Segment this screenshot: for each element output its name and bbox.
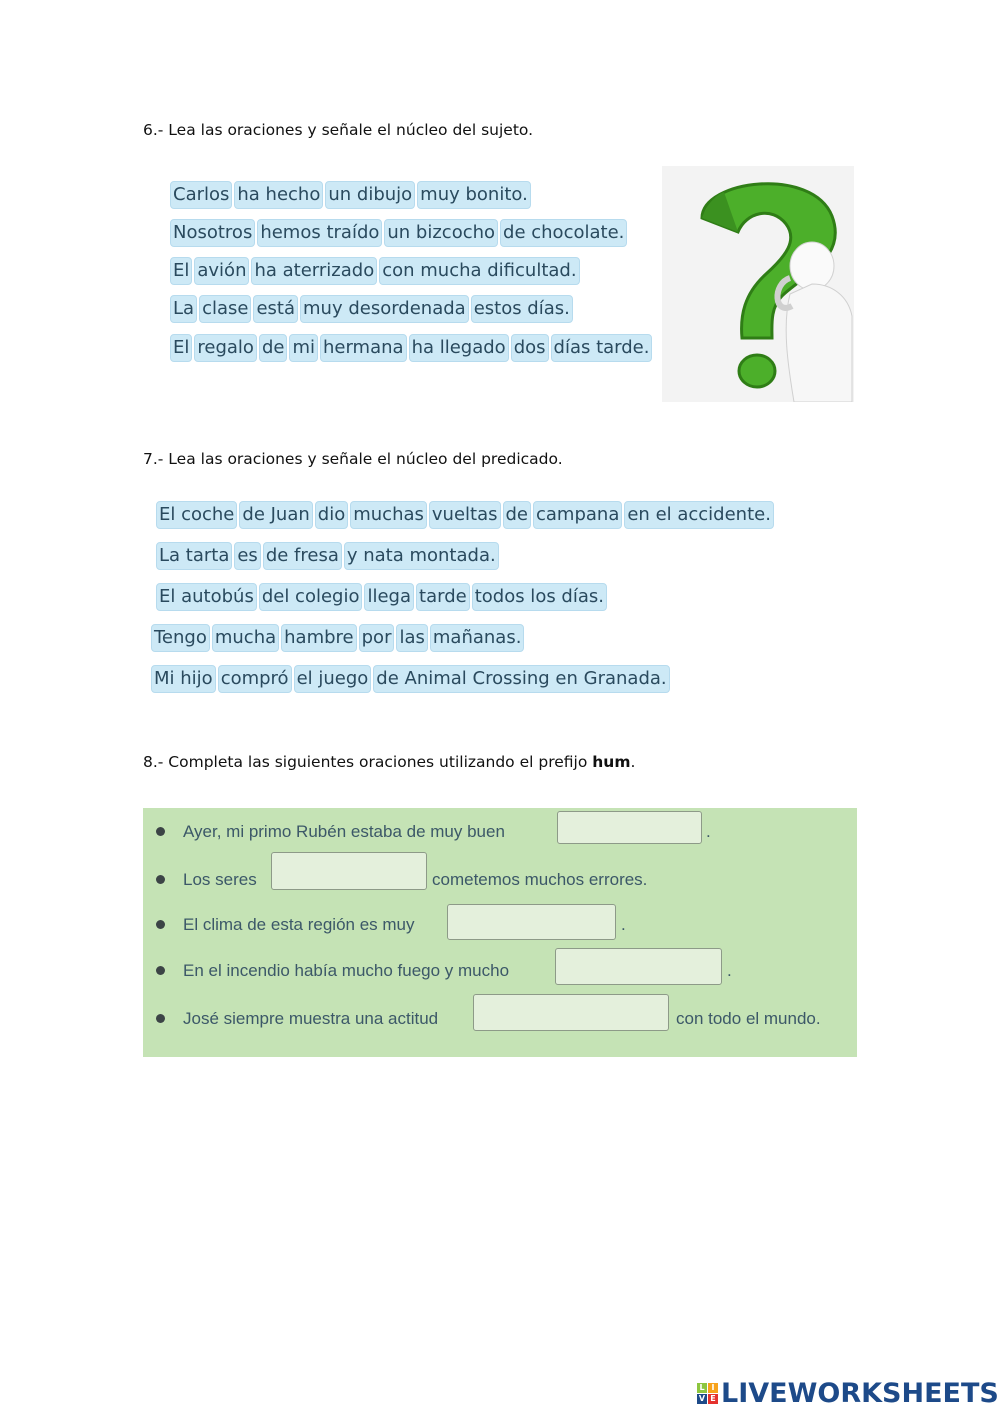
word-chip[interactable]: de Juan — [239, 501, 312, 529]
bullet-icon — [156, 1014, 165, 1023]
word-chip[interactable]: de — [259, 334, 288, 362]
word-chip[interactable]: Carlos — [170, 181, 232, 209]
word-chip[interactable]: El — [170, 334, 192, 362]
word-chip[interactable]: dio — [315, 501, 348, 529]
word-chip[interactable]: de chocolate. — [500, 219, 627, 247]
fill-row-5-end: con todo el mundo. — [676, 1009, 821, 1028]
fill-row-2-end: cometemos muchos errores. — [432, 870, 648, 889]
word-chip[interactable]: campana — [533, 501, 622, 529]
word-chip[interactable]: un bizcocho — [384, 219, 498, 247]
word-chip[interactable]: en el accidente. — [624, 501, 774, 529]
question-8-title-end: . — [630, 753, 636, 771]
word-chip[interactable]: avión — [194, 257, 249, 285]
word-chip[interactable]: con mucha dificultad. — [379, 257, 579, 285]
question-6-title: 6.- Lea las oraciones y señale el núcleo del sujeto. — [143, 121, 534, 139]
word-chip[interactable]: compró — [218, 665, 292, 693]
fill-row-3-text: El clima de esta región es muy — [183, 915, 415, 934]
liveworksheets-logo — [697, 1377, 999, 1409]
word-chip[interactable]: de Animal Crossing en Granada. — [373, 665, 669, 693]
q7-sentence-1 — [156, 501, 776, 529]
word-chip[interactable]: Mi hijo — [151, 665, 216, 693]
word-chip[interactable]: La — [170, 295, 197, 323]
word-chip[interactable]: clase — [199, 295, 251, 323]
question-8-title — [143, 753, 635, 771]
answer-input-3[interactable] — [447, 904, 616, 940]
logo-letter-v: V — [698, 1393, 706, 1403]
question-7-title: 7.- Lea las oraciones y señale el núcleo del predicado. — [143, 450, 563, 468]
word-chip[interactable]: del colegio — [259, 583, 363, 611]
answer-input-1[interactable] — [557, 811, 702, 844]
word-chip[interactable]: dos — [511, 334, 549, 362]
word-chip[interactable]: las — [396, 624, 427, 652]
q6-sentence-2 — [170, 219, 629, 247]
word-chip[interactable]: mañanas. — [430, 624, 525, 652]
word-chip[interactable]: La tarta — [156, 542, 232, 570]
word-chip[interactable]: muy desordenada — [300, 295, 469, 323]
word-chip[interactable]: todos los días. — [472, 583, 607, 611]
logo-text: LIVEWORKSHEETS — [721, 1377, 999, 1409]
word-chip[interactable]: El coche — [156, 501, 237, 529]
word-chip[interactable]: días tarde. — [551, 334, 653, 362]
word-chip[interactable]: ha hecho — [234, 181, 323, 209]
word-chip[interactable]: por — [359, 624, 395, 652]
q6-sentence-4 — [170, 295, 575, 323]
word-chip[interactable]: tarde — [416, 583, 470, 611]
fill-row-4-text: En el incendio había mucho fuego y mucho — [183, 961, 510, 980]
answer-input-2[interactable] — [271, 852, 427, 890]
word-chip[interactable]: de fresa — [263, 542, 342, 570]
logo-letter-e: E — [708, 1394, 718, 1404]
answer-input-4[interactable] — [555, 948, 722, 985]
q7-sentence-5 — [151, 665, 672, 693]
word-chip[interactable]: mi — [289, 334, 318, 362]
q6-sentence-1 — [170, 181, 533, 209]
word-chip[interactable]: hambre — [281, 624, 356, 652]
word-chip[interactable]: El — [170, 257, 192, 285]
question-8-title-text: 8.- Completa las siguientes oraciones utilizando el prefijo — [143, 753, 593, 771]
fill-row-5 — [143, 1009, 438, 1029]
q6-sentence-3 — [170, 257, 582, 285]
q7-sentence-2 — [156, 542, 501, 570]
word-chip[interactable]: un dibujo — [325, 181, 415, 209]
word-chip[interactable]: vueltas — [429, 501, 501, 529]
fill-in-panel — [143, 808, 857, 1057]
q7-sentence-4 — [151, 624, 526, 652]
bullet-icon — [156, 920, 165, 929]
word-chip[interactable]: de — [503, 501, 532, 529]
answer-input-5[interactable] — [473, 994, 669, 1031]
word-chip[interactable]: mucha — [212, 624, 279, 652]
logo-grid-icon — [697, 1383, 718, 1404]
word-chip[interactable]: está — [253, 295, 298, 323]
word-chip[interactable]: regalo — [194, 334, 257, 362]
fill-row-4-end: . — [727, 961, 732, 980]
fill-row-1 — [143, 822, 505, 842]
word-chip[interactable]: El autobús — [156, 583, 257, 611]
q6-sentence-5 — [170, 334, 654, 362]
word-chip[interactable]: hemos traído — [257, 219, 382, 247]
q7-sentence-3 — [156, 583, 609, 611]
fill-row-3 — [143, 915, 415, 935]
fill-row-1-end: . — [706, 822, 711, 841]
question-mark-figure-image — [662, 166, 854, 402]
word-chip[interactable]: estos días. — [471, 295, 573, 323]
bullet-icon — [156, 966, 165, 975]
fill-row-2-text: Los seres — [183, 870, 257, 889]
word-chip[interactable]: Tengo — [151, 624, 210, 652]
fill-row-1-text: Ayer, mi primo Rubén estaba de muy buen — [183, 822, 505, 841]
word-chip[interactable]: hermana — [320, 334, 407, 362]
word-chip[interactable]: ha llegado — [409, 334, 509, 362]
fill-row-4 — [143, 961, 509, 981]
fill-row-5-text: José siempre muestra una actitud — [183, 1009, 439, 1028]
fill-row-2 — [143, 870, 257, 890]
word-chip[interactable]: y nata montada. — [344, 542, 499, 570]
word-chip[interactable]: el juego — [294, 665, 372, 693]
question-8-prefix-bold: hum — [592, 753, 631, 771]
logo-letter-i: I — [708, 1383, 718, 1393]
bullet-icon — [156, 827, 165, 836]
word-chip[interactable]: ha aterrizado — [251, 257, 377, 285]
fill-row-3-end: . — [621, 915, 626, 934]
word-chip[interactable]: llega — [364, 583, 414, 611]
word-chip[interactable]: muy bonito. — [417, 181, 531, 209]
word-chip[interactable]: Nosotros — [170, 219, 255, 247]
logo-letter-l: L — [697, 1383, 707, 1393]
bullet-icon — [156, 875, 165, 884]
word-chip[interactable]: es — [234, 542, 260, 570]
word-chip[interactable]: muchas — [350, 501, 427, 529]
